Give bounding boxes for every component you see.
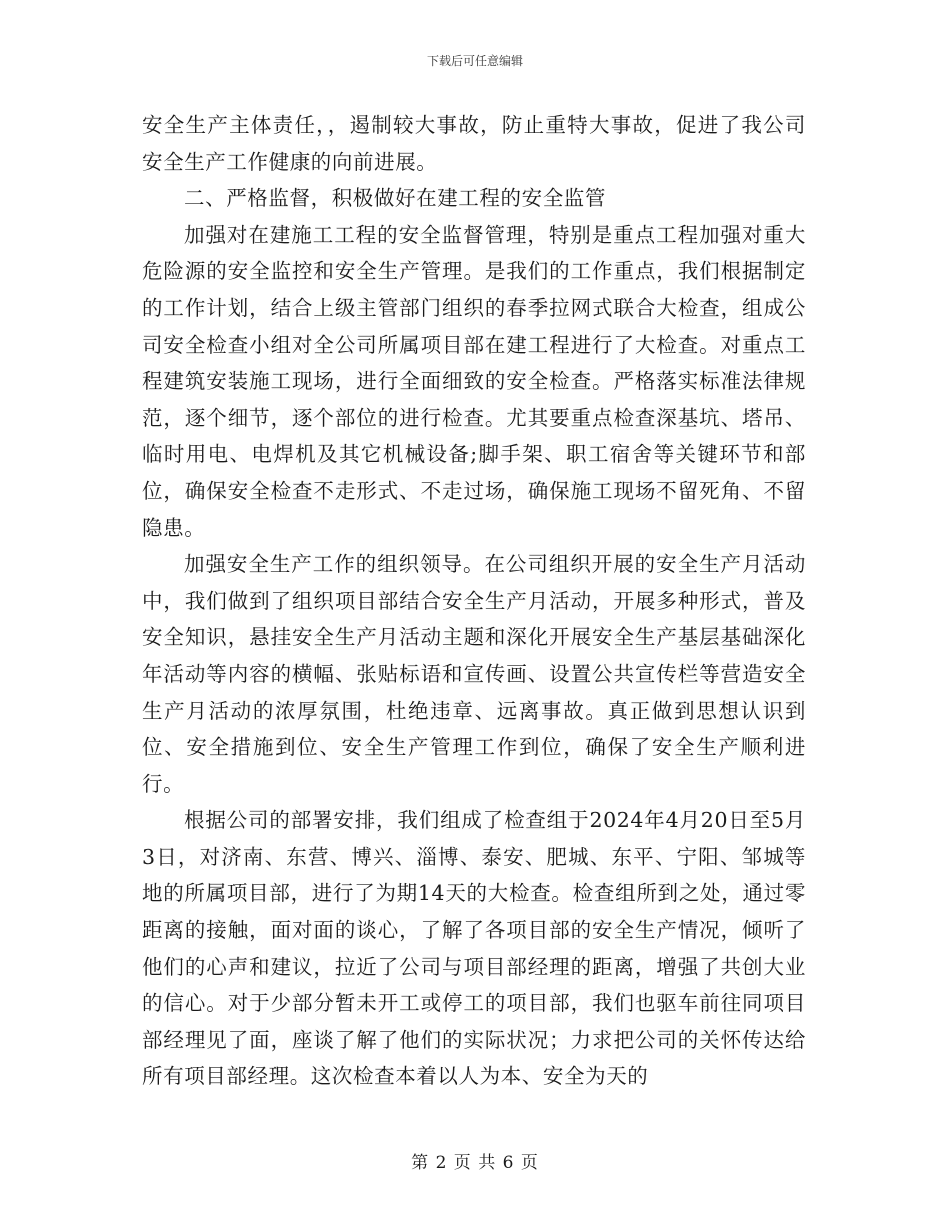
document-body — [142, 107, 806, 1095]
paragraph-2: 加强对在建施工工程的安全监督管理，特别是重点工程加强对重大危险源的安全监控和安全生产管理。是我们的工作重点，我们根据制定的工作计划，结合上级主管部门组织的春季拉网式联合大检查，组成公司安全检查小组对全公司所属项目部在建工程进行了大检查。对重点工程建筑安装施工现场，进行全面细致的安全检查。严格落实标准法律规范，逐个细节，逐个部位的进行检查。尤其要重点检查深基坑、塔吊、临时用电、电焊机及其它机械设备;脚手架、职工宿舍等关键环节和部位，确保安全检查不走形式、不走过场，确保施工现场不留死角、不留隐患。 — [142, 222, 806, 540]
page-header: 下载后可任意编辑 — [426, 54, 523, 68]
section-heading: 二、严格监督，积极做好在建工程的安全监管 — [184, 186, 606, 211]
paragraph-3: 加强安全生产工作的组织领导。在公司组织开展的安全生产月活动中，我们做到了组织项目部结合安全生产月活动，开展多种形式，普及安全知识，悬挂安全生产月活动主题和深化开展安全生产基层基础深化年活动等内容的横幅、张贴标语和宣传画、设置公共宣传栏等营造安全生产月活动的浓厚氛围，杜绝违章、远离事故。真正做到思想认识到位、安全措施到位、安全生产管理工作到位，确保了安全生产顺利进行。 — [142, 552, 806, 796]
paragraph-4: 根据公司的部署安排，我们组成了检查组于2024年4月20日至5月3日，对济南、东营、博兴、淄博、泰安、肥城、东平、宁阳、邹城等地的所属项目部，进行了为期14天的大检查。检查组所到之处，通过零距离的接触，面对面的谈心，了解了各项目部的安全生产情况，倾听了他们的心声和建议，拉近了公司与项目部经理的距离，增强了共创大业的信心。对于少部分暂未开工或停工的项目部，我们也驱车前往同项目部经理见了面，座谈了解了他们的实际状况；力求把公司的关怀传达给所有项目部经理。这次检查本着以人为本、安全为天的 — [142, 808, 806, 1089]
paragraph-1: 安全生产主体责任，，遏制较大事故，防止重特大事故，促进了我公司安全生产工作健康的向前进展。 — [142, 113, 806, 174]
page-number-footer: 第 2 页 共 6 页 — [411, 1153, 539, 1173]
